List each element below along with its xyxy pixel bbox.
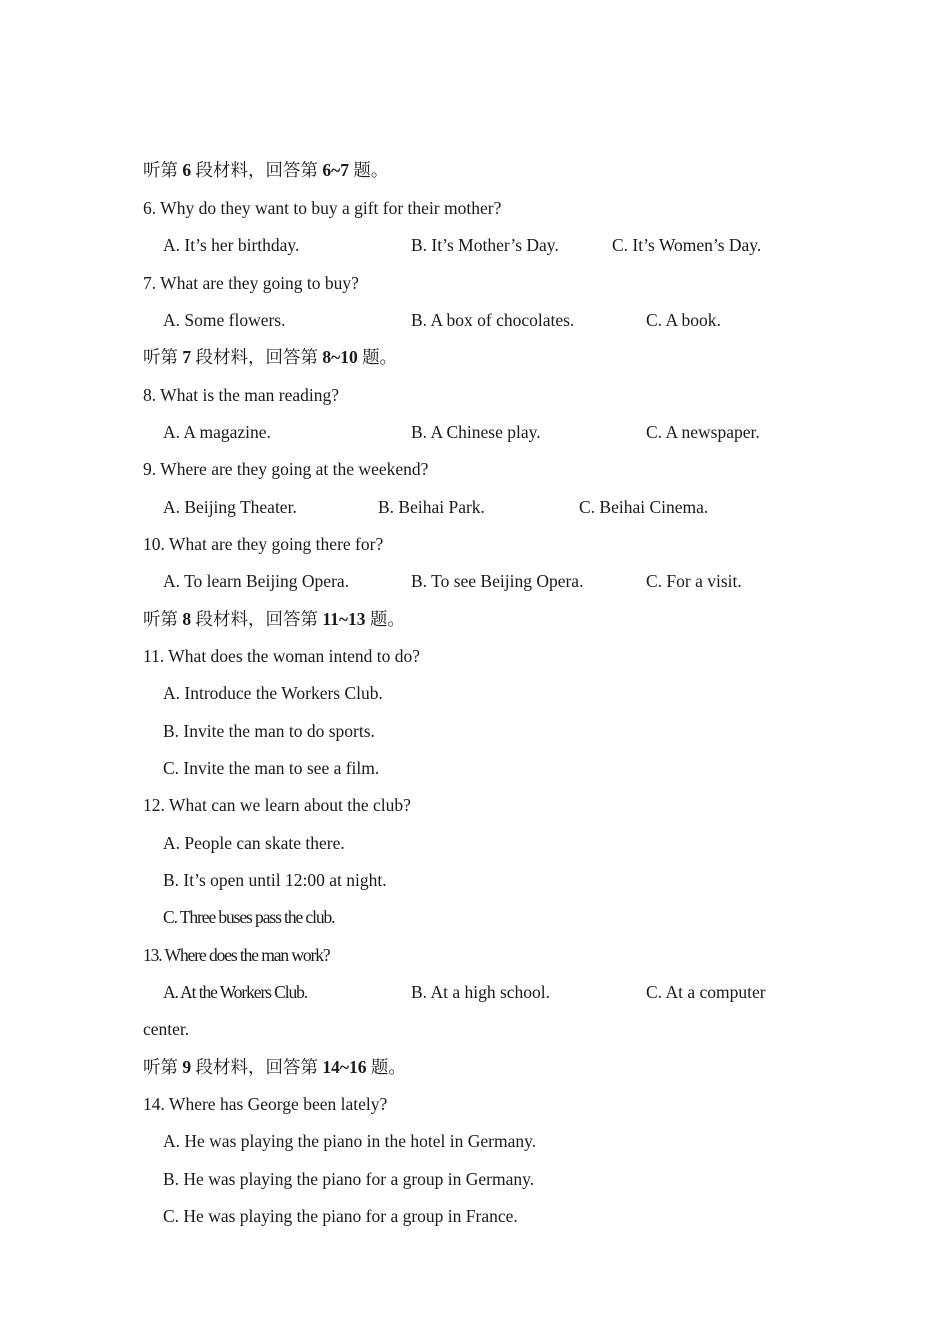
question-9 [0,456,950,482]
option-b: B. A Chinese play. [411,422,541,442]
header-suffix: 题。 [369,609,405,629]
question-7 [0,270,950,296]
option-c-continuation: center. [143,1019,190,1039]
option-c: C. Three buses pass the club. [163,907,335,927]
option-b: B. It’s Mother’s Day. [411,235,559,255]
header-suffix: 题。 [353,160,389,180]
question-text: 6. Why do they want to buy a gift for their mother? [143,198,502,218]
option-b: B. He was playing the piano for a group in Germany. [163,1169,535,1189]
option-c-line [0,904,950,930]
option-a-line [0,830,950,856]
header-passage-number: 9 [182,1057,192,1077]
option-c: C. A book. [646,310,721,330]
question-10 [0,531,950,557]
option-b-line [0,867,950,893]
header-middle: 段材料，回答第 [195,160,318,180]
option-c-line [0,1203,950,1229]
header-question-range: 11~13 [322,609,366,629]
option-b: B. A box of chocolates. [411,310,575,330]
header-prefix: 听第 [143,160,178,180]
header-question-range: 6~7 [322,160,349,180]
option-c-line [0,755,950,781]
option-b-line [0,718,950,744]
option-a: A. Beijing Theater. [163,497,297,517]
header-suffix: 题。 [370,1057,406,1077]
question-text: 8. What is the man reading? [143,385,340,405]
question-14 [0,1091,950,1117]
option-b: B. Beihai Park. [378,497,485,517]
question-8 [0,382,950,408]
option-c: C. Beihai Cinema. [579,497,709,517]
header-passage-number: 6 [182,160,192,180]
option-a: A. He was playing the piano in the hotel in Germany. [163,1131,537,1151]
option-a: A. Introduce the Workers Club. [163,683,383,703]
option-b: B. It’s open until 12:00 at night. [163,870,387,890]
option-a: A. A magazine. [163,422,271,442]
header-question-range: 14~16 [322,1057,367,1077]
option-a-line [0,680,950,706]
header-prefix: 听第 [143,347,178,367]
header-middle: 段材料，回答第 [195,347,318,367]
header-middle: 段材料，回答第 [195,609,318,629]
option-a: A. Some flowers. [163,310,286,330]
option-c: C. For a visit. [646,571,742,591]
section-header-6 [0,157,950,183]
question-text: 11. What does the woman intend to do? [143,646,421,666]
header-passage-number: 7 [182,347,192,367]
option-c: C. It’s Women’s Day. [612,235,762,255]
option-a: A. It’s her birthday. [163,235,300,255]
header-suffix: 题。 [362,347,398,367]
option-c: C. Invite the man to see a film. [163,758,380,778]
section-header-8 [0,606,950,632]
option-a: A. To learn Beijing Opera. [163,571,350,591]
option-a-line [0,1128,950,1154]
options-10 [0,568,950,594]
options-13 [0,979,950,1005]
option-b: B. Invite the man to do sports. [163,721,375,741]
header-prefix: 听第 [143,609,178,629]
question-text: 12. What can we learn about the club? [143,795,411,815]
question-text: 14. Where has George been lately? [143,1094,388,1114]
section-header-7 [0,344,950,370]
option-b: B. To see Beijing Opera. [411,571,584,591]
option-b-line [0,1166,950,1192]
header-question-range: 8~10 [322,347,358,367]
section-header-9 [0,1054,950,1080]
question-text: 9. Where are they going at the weekend? [143,459,429,479]
question-text: 7. What are they going to buy? [143,273,359,293]
option-c: C. At a computer [646,982,766,1002]
question-13 [0,942,950,968]
option-b: B. At a high school. [411,982,551,1002]
option-c: C. He was playing the piano for a group in France. [163,1206,518,1226]
options-6 [0,232,950,258]
question-12 [0,792,950,818]
header-prefix: 听第 [143,1057,178,1077]
question-text: 10. What are they going there for? [143,534,384,554]
option-c-continuation-line [0,1016,950,1042]
options-8 [0,419,950,445]
question-11 [0,643,950,669]
question-text: 13. Where does the man work? [143,945,330,965]
header-passage-number: 8 [182,609,192,629]
question-6 [0,195,950,221]
option-a: A. At the Workers Club. [163,982,308,1002]
options-7 [0,307,950,333]
header-middle: 段材料，回答第 [195,1057,318,1077]
option-a: A. People can skate there. [163,833,345,853]
option-c: C. A newspaper. [646,422,760,442]
options-9 [0,494,950,520]
